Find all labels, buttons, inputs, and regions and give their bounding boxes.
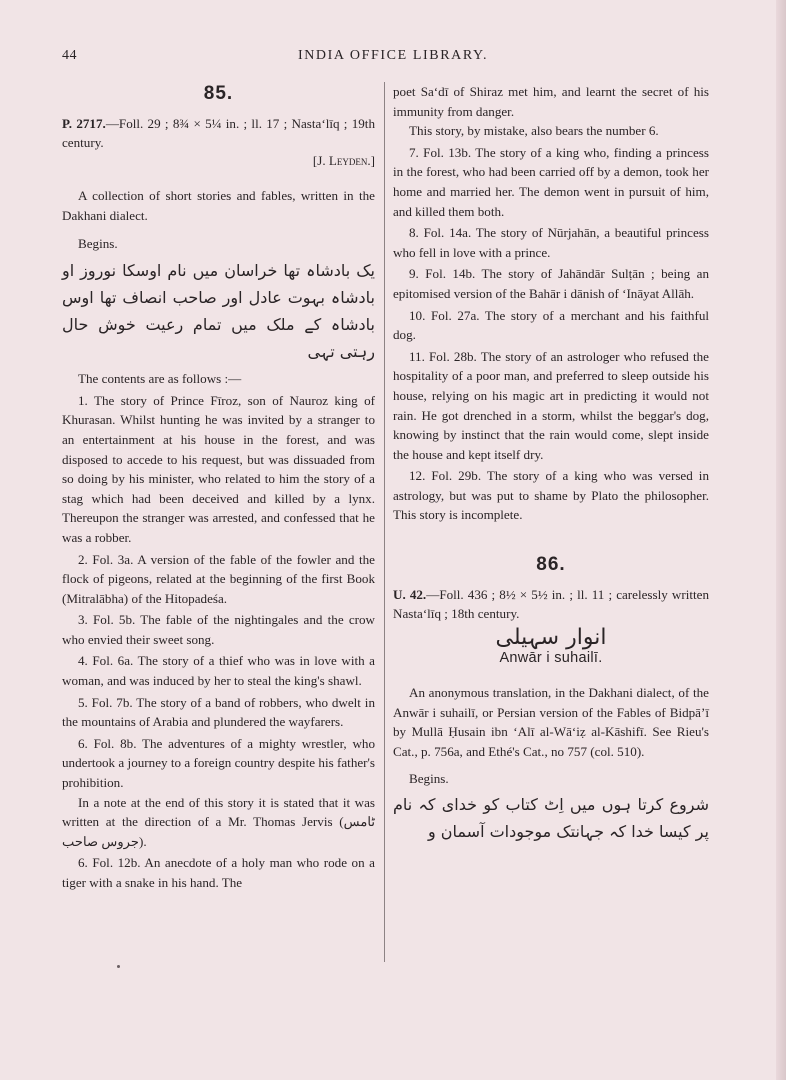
ink-speck (117, 965, 120, 968)
page-edge (776, 0, 786, 1080)
item-7: 7. Fol. 13b. The story of a king who, finding a princess in the forest, who had been carried off by a demon, took her home and married her. The demon went in pursuit of him, and killed them both. (393, 144, 709, 219)
urdu-incipit-86: شروع کرتا ہوں میں اِٹ کتاب کو خدای کہ نام پر کیسا خدا کہ جہانتک موجودات آسمان و (393, 795, 709, 841)
physical-description-86: —Foll. 436 ; 8½ × 5½ in. ; ll. 11 ; carelessly written Nasta‘līq ; 18th century. (393, 586, 710, 622)
item-10: 10. Fol. 27a. The story of a merchant and his faithful dog. (393, 307, 709, 343)
entry-number-86: 86. (536, 554, 566, 576)
item-6-second: 6. Fol. 12b. An anecdote of a holy man who rode on a tiger with a snake in his hand. The (62, 855, 375, 890)
description-85: A collection of short stories and fables, written in the Dakhani dialect. (62, 188, 375, 223)
donor-85: [J. Leyden.] (312, 152, 375, 168)
item-8: 8. Fol. 14a. The story of Nūrjahān, a beautiful princess who fell in love with a prince. (393, 225, 709, 260)
item-11: 11. Fol. 28b. The story of an astrologer who refused the hospitality of a poor man, and preferred to sleep outside his house, relying on his magic art in predicting it would not rain. He got drenched in a storm, whilst the beggar's dog, knowing by instinct that the rain would come, slept inside the house and kept itself dry. (393, 348, 709, 462)
right-column (393, 82, 709, 845)
running-title: INDIA OFFICE LIBRARY. (297, 48, 489, 63)
item-9: 9. Fol. 14b. The story of Jahāndār Sulṭān ; being an epitomised version of the Bahār i dānish of ‘Ināyat Allāh. (393, 266, 709, 301)
shelfmark-86: U. 42. (393, 586, 427, 602)
item-12: 12. Fol. 29b. The story of a king who was versed in astrology, but was put to shame by Plato the philosopher. This story is incomplete. (393, 468, 709, 523)
item-6: 6. Fol. 8b. The adventures of a mighty wrestler, who undertook a journey to a foreign country despite his father's prohibition. (62, 735, 375, 791)
item-4: 4. Fol. 6a. The story of a thief who was in love with a woman, and was induced by her to steal the king's shawl. (62, 653, 375, 689)
entry-86-meta (393, 585, 709, 624)
urdu-incipit-85: یک بادشاہ تھا خراسان میں نام اوسکا نوروز او بادشاہ بہوت عادل اور صاحب انصاف تھا اوس بادشاہ کے ملک میں تمام رعیت خوش حال رہتی تہی (62, 261, 375, 362)
description-86: An anonymous translation, in the Dakhani dialect, of the Anwār i suhailī, or Persian version of the Fables of Bidpā’ī by Mullā Ḥusain ibn ‘Alī al-Wā‘iẓ al-Kāshifī. See Rieu's Cat., p. 756a, and Ethé's Cat., no 757 (col. 510). (393, 685, 709, 759)
begins-label-86: Begins. (409, 771, 449, 787)
title-transliteration-86: Anwār i suhailī. (499, 650, 603, 667)
begins-label-85: Begins. (78, 235, 118, 251)
continued-text: poet Sa‘dī of Shiraz met him, and learnt the secret of his immunity from danger. (393, 84, 709, 119)
item-1: 1. The story of Prince Fīroz, son of Nauroz king of Khurasan. Whilst hunting he was invited by a stranger to an entertainment at his house in the forest, and was disposed to accede to his request, but was dissuaded from so doing by his minister, who related to him the story of a stag which had been deceived and killed by a lynx. Thereupon the stranger was arrested, and confessed that he was a robber. (62, 392, 375, 545)
item-3: 3. Fol. 5b. The fable of the nightingales and the crow who envied their sweet song. (62, 612, 375, 647)
title-urdu-86: انوار سہیلی (495, 624, 607, 650)
physical-description-85: —Foll. 29 ; 8¾ × 5¼ in. ; ll. 17 ; Nasta‘līq ; 19th century. (62, 115, 375, 151)
note-jervis: In a note at the end of this story it is stated that it was written at the direction of a Mr. Thomas Jervis (ٹامس جروس صاحب). (62, 794, 375, 849)
page-number: 44 (62, 48, 77, 63)
entry-number-85: 85. (203, 83, 234, 104)
page-header (0, 48, 786, 68)
item-5: 5. Fol. 7b. The story of a band of robbers, who dwelt in the mountains of Arabia and plundered the wayfarers. (62, 694, 375, 730)
entry-85-meta (62, 114, 375, 153)
duplicate-number-note: This story, by mistake, also bears the number 6. (409, 123, 659, 139)
shelfmark-85: P. 2717. (62, 115, 106, 131)
item-2: 2. Fol. 3a. A version of the fable of the fowler and the flock of pigeons, related at the beginning of the first Book (Mitralābha) of the Hitopadeśa. (62, 551, 375, 606)
left-column (62, 84, 375, 893)
contents-label: The contents are as follows :— (78, 371, 242, 387)
column-divider (384, 82, 385, 962)
